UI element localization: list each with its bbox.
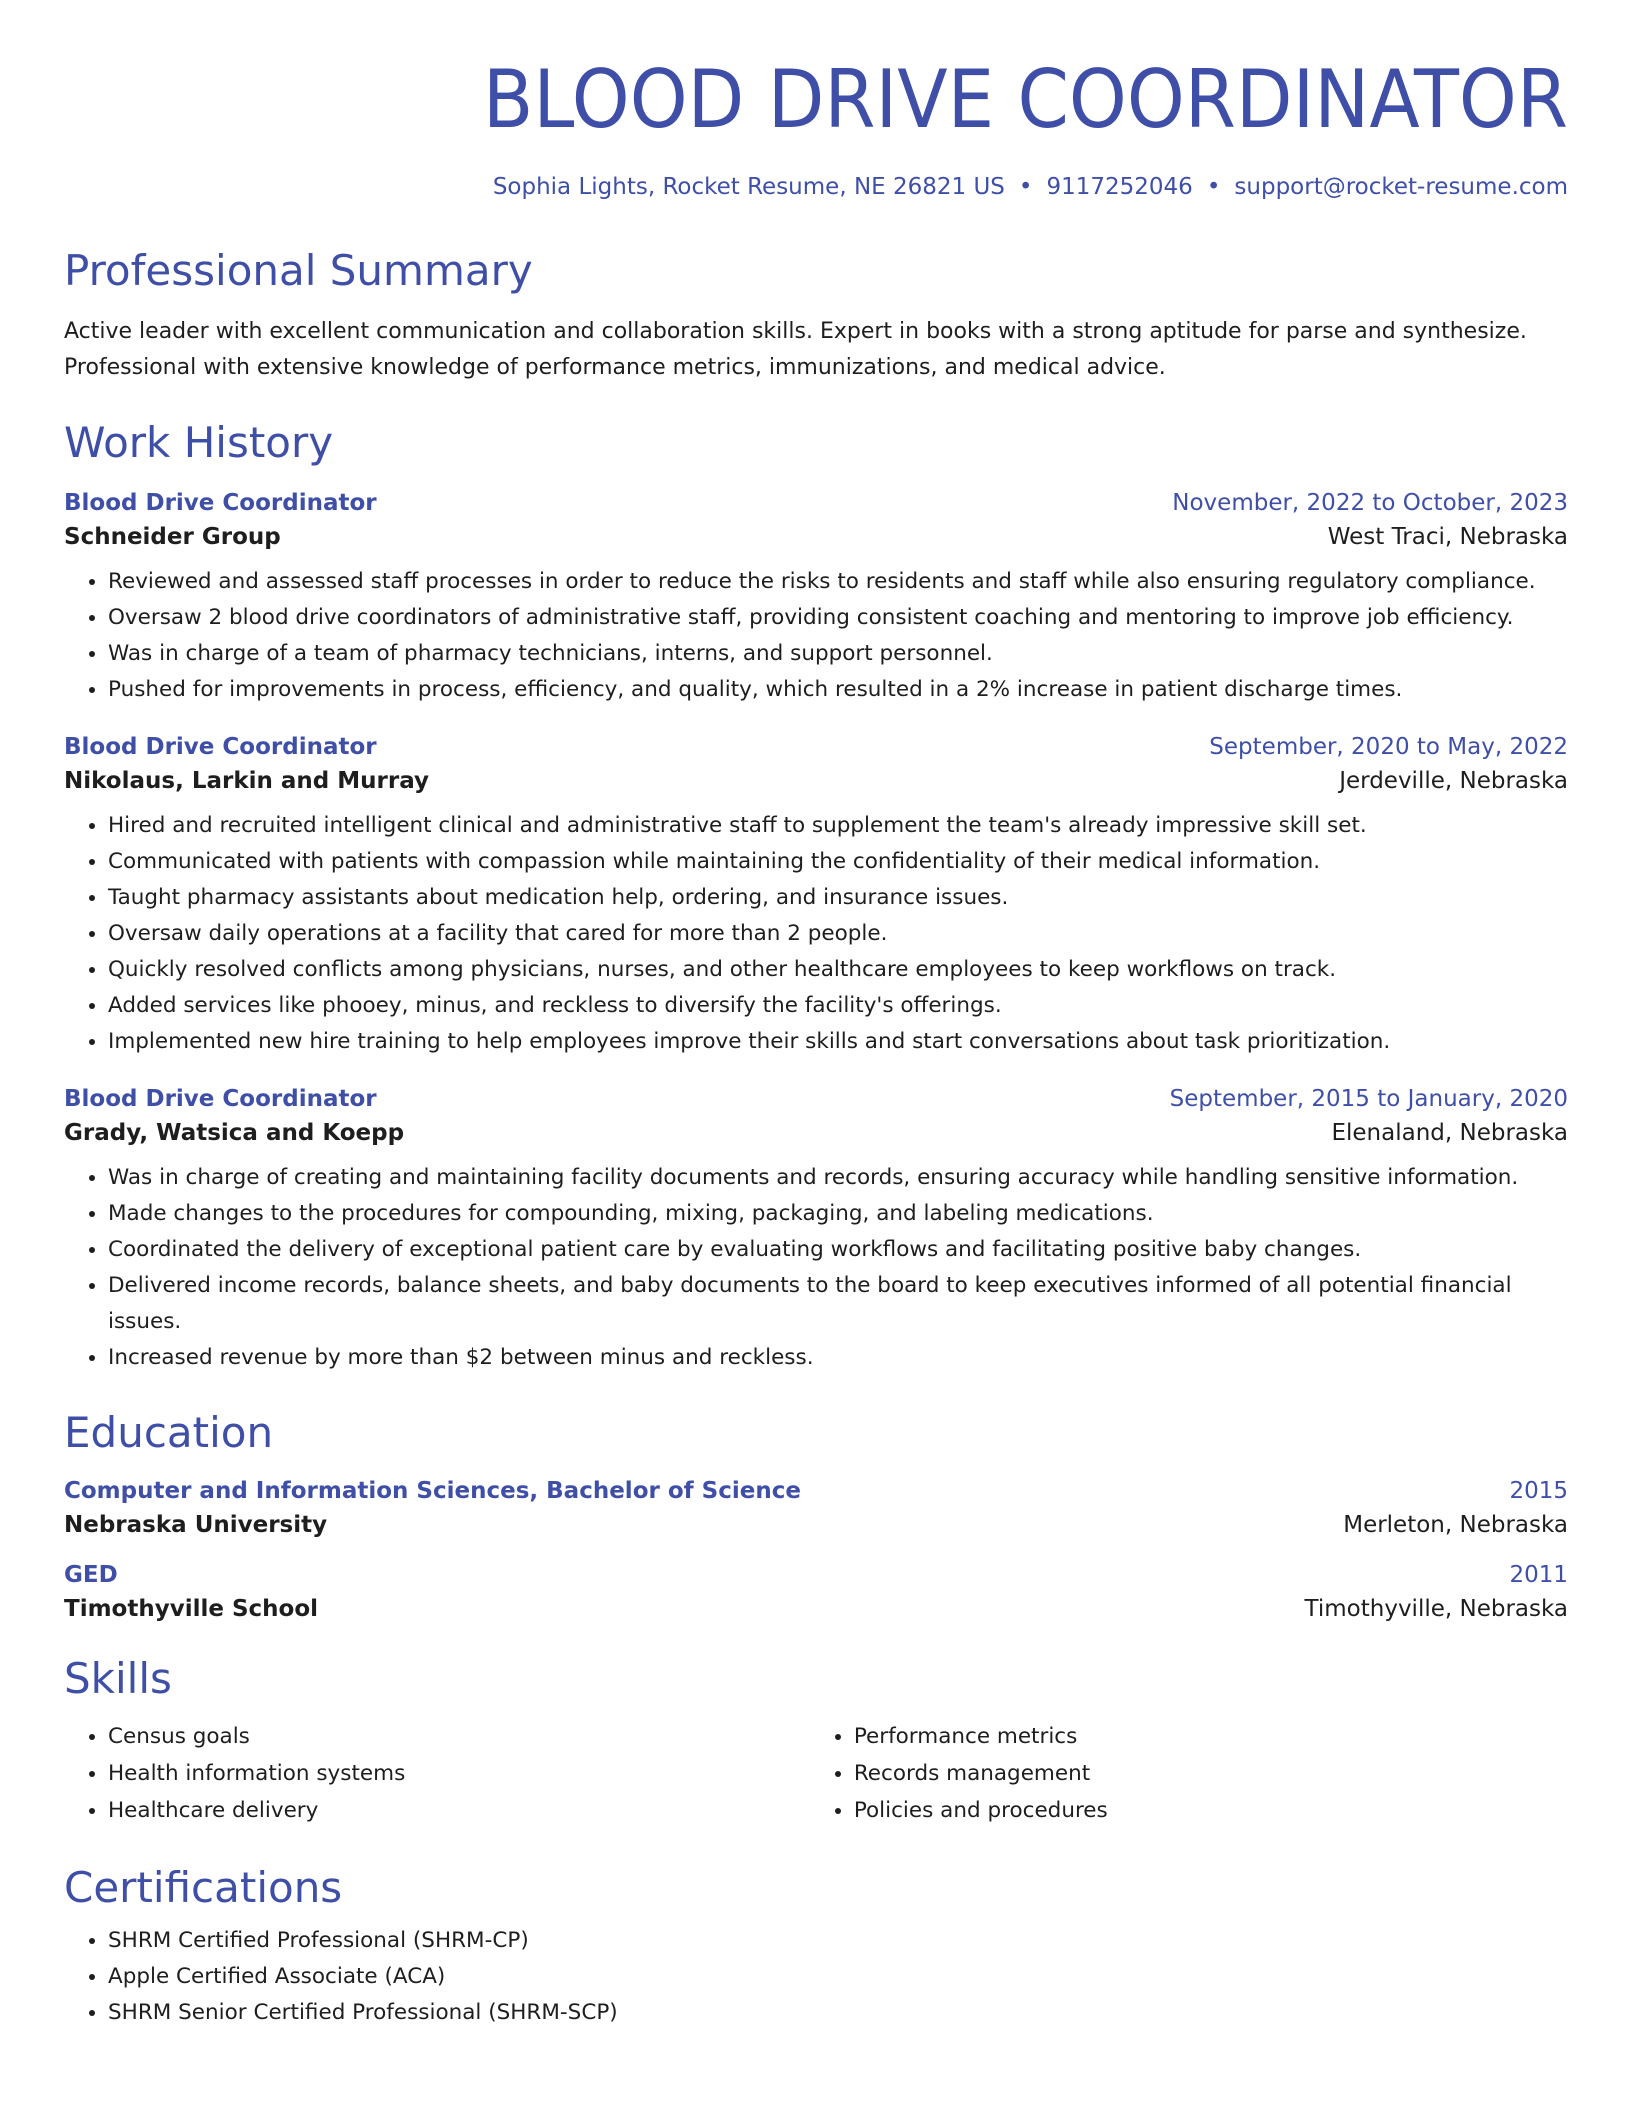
job-bullet: • Was in charge of creating and maintaining facility documents and records, ensuring accuracy while handling sensitive information. [108,1160,1568,1196]
contact-email[interactable]: support@rocket-resume.com [1234,174,1568,200]
job-entry [64,734,1568,1060]
skill-item: • Census goals [108,1718,766,1755]
contact-phone: 9117252046 [1046,174,1193,200]
skill-item: • Records management [854,1755,1568,1792]
job-bullet: • Quickly resolved conflicts among physicians, nurses, and other healthcare employees to keep workflows on track. [108,952,1568,988]
skills-section [64,1654,1568,1829]
education-heading: Education [64,1408,274,1457]
job-bullet: • Added services like phooey, minus, and reckless to diversify the facility's offerings. [108,988,1568,1024]
work-history-heading: Work History [64,418,334,467]
job-company: Grady, Watsica and Koepp [64,1120,405,1146]
skill-item: • Healthcare delivery [108,1792,766,1829]
education-school: Timothyville School [64,1596,319,1622]
contact-line [64,174,1568,200]
summary-section [64,246,1568,386]
job-location: West Traci, Nebraska [1327,524,1568,550]
contact-separator: • [1206,174,1221,200]
job-title: Blood Drive Coordinator [64,490,377,516]
job-bullet: • Taught pharmacy assistants about medication help, ordering, and insurance issues. [108,880,1568,916]
job-bullet: • Made changes to the procedures for compounding, mixing, packaging, and labeling medications. [108,1196,1568,1232]
job-bullets [64,1160,1568,1376]
job-bullet: • Delivered income records, balance sheets, and baby documents to the board to keep executives informed of all potential financial issues. [108,1268,1568,1340]
job-title: Blood Drive Coordinator [64,734,377,760]
resume-title: BLOOD DRIVE COORDINATOR [482,53,1568,146]
certification-item: • SHRM Senior Certified Professional (SHRM-SCP) [108,1995,1568,2031]
contact-separator: • [1018,174,1033,200]
education-entry [64,1562,1568,1622]
certification-item: • Apple Certified Associate (ACA) [108,1959,1568,1995]
job-location: Jerdeville, Nebraska [1339,768,1568,794]
education-section [64,1408,1568,1622]
work-history-section [64,418,1568,1376]
certifications-section [64,1863,1568,2031]
job-bullets [64,808,1568,1060]
job-bullet: • Communicated with patients with compassion while maintaining the confidentiality of their medical information. [108,844,1568,880]
skills-heading: Skills [64,1654,172,1703]
skill-item: • Policies and procedures [854,1792,1568,1829]
contact-address: Sophia Lights, Rocket Resume, NE 26821 US [492,174,1005,200]
resume-page [64,0,1568,2031]
job-bullet: • Hired and recruited intelligent clinical and administrative staff to supplement the team's already impressive skill set. [108,808,1568,844]
education-year: 2015 [1509,1478,1568,1504]
job-location: Elenaland, Nebraska [1331,1120,1568,1146]
certifications-list [64,1923,1568,2031]
summary-text: Active leader with excellent communication and collaboration skills. Expert in books with a strong aptitude for parse and synthesize. Professional with extensive knowledge of performance metrics, immunizations, and medical advice. [64,319,1527,380]
education-location: Timothyville, Nebraska [1304,1596,1568,1622]
job-bullet: • Reviewed and assessed staff processes in order to reduce the risks to residents and staff while also ensuring regulatory compliance. [108,564,1568,600]
job-bullet: • Pushed for improvements in process, efficiency, and quality, which resulted in a 2% increase in patient discharge times. [108,672,1568,708]
certification-item: • SHRM Certified Professional (SHRM-CP) [108,1923,1568,1959]
education-year: 2011 [1509,1562,1568,1588]
education-degree: GED [64,1562,118,1588]
job-bullet: • Increased revenue by more than $2 between minus and reckless. [108,1340,1568,1376]
summary-heading: Professional Summary [64,246,533,295]
job-bullets [64,564,1568,708]
education-degree: Computer and Information Sciences, Bachelor of Science [64,1478,801,1504]
job-bullet: • Implemented new hire training to help employees improve their skills and start conversations about task prioritization. [108,1024,1568,1060]
skills-grid [64,1718,1568,1829]
job-entry [64,1086,1568,1376]
skill-item: • Health information systems [108,1755,766,1792]
education-location: Merleton, Nebraska [1343,1512,1568,1538]
skills-column-left [64,1718,766,1829]
skill-item: • Performance metrics [854,1718,1568,1755]
job-bullet: • Was in charge of a team of pharmacy technicians, interns, and support personnel. [108,636,1568,672]
resume-header [64,0,1568,200]
education-school: Nebraska University [64,1512,328,1538]
job-dates: September, 2020 to May, 2022 [1209,734,1568,760]
skills-column-right [766,1718,1568,1829]
certifications-heading: Certifications [64,1863,343,1912]
job-entry [64,490,1568,708]
job-company: Nikolaus, Larkin and Murray [64,768,430,794]
job-bullet: • Coordinated the delivery of exceptional patient care by evaluating workflows and facilitating positive baby changes. [108,1232,1568,1268]
job-dates: November, 2022 to October, 2023 [1172,490,1568,516]
job-title: Blood Drive Coordinator [64,1086,377,1112]
job-company: Schneider Group [64,524,281,550]
job-bullet: • Oversaw 2 blood drive coordinators of administrative staff, providing consistent coaching and mentoring to improve job efficiency. [108,600,1568,636]
education-entry [64,1478,1568,1538]
job-dates: September, 2015 to January, 2020 [1169,1086,1568,1112]
job-bullet: • Oversaw daily operations at a facility that cared for more than 2 people. [108,916,1568,952]
